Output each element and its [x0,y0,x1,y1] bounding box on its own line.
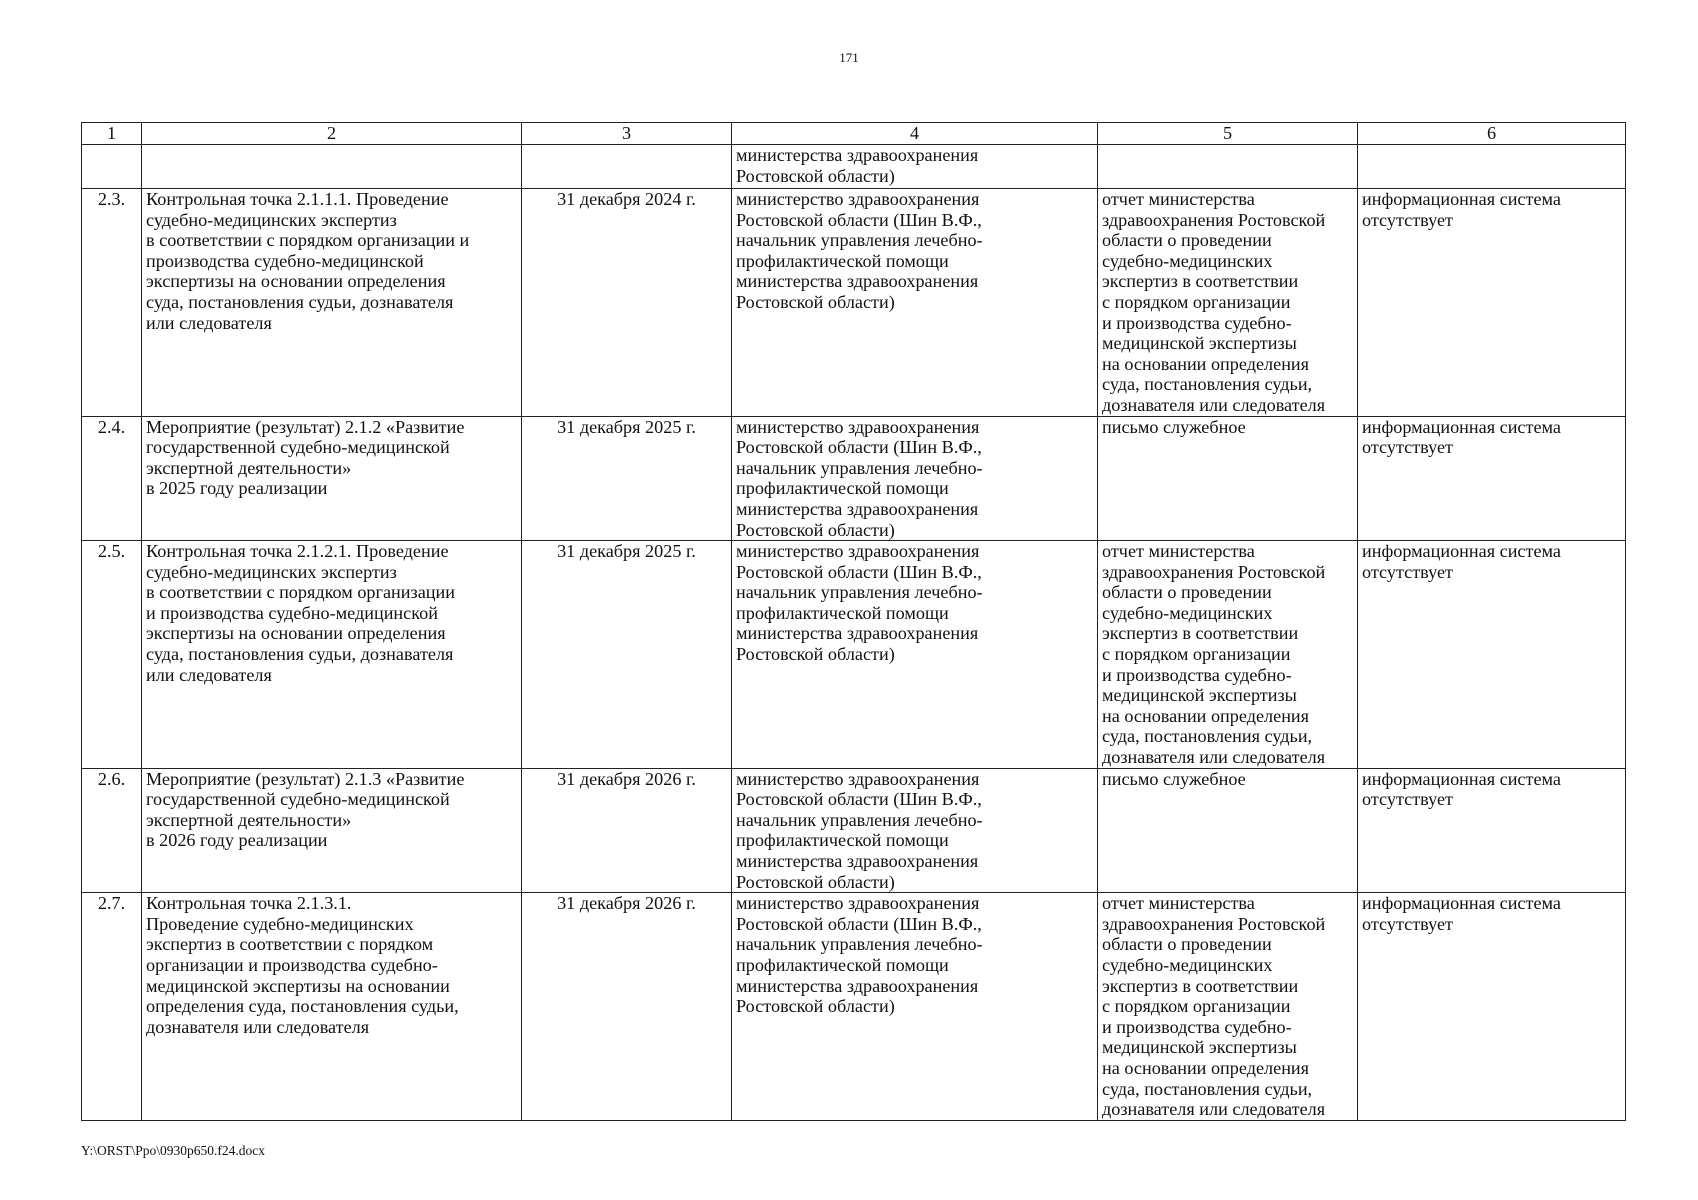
item-name-cell: Контрольная точка 2.1.3.1. Проведение судебно-медицинских экспертиз в соответствии с порядком организации и производства судебно- медицинской экспертизы на основании определения суда, постановления судьи, дознавателя или следователя [142,893,522,1121]
info-system-cell: информационная система отсутствует [1358,893,1626,1121]
document-cell [1098,145,1358,189]
item-number-cell [82,145,142,189]
deadline-cell: 31 декабря 2025 г. [522,541,732,769]
table-row [82,189,1626,417]
item-name-cell: Контрольная точка 2.1.1.1. Проведение судебно-медицинских экспертиз в соответствии с порядком организации и производства судебно-медицинской экспертизы на основании определения суда, постановления судьи, дознавателя или следователя [142,189,522,417]
item-number-cell: 2.5. [82,541,142,769]
column-header: 5 [1098,123,1358,145]
responsible-cell: министерство здравоохранения Ростовской области (Шин В.Ф., начальник управления лечебно- профилактической помощи министерства здравоохранения Ростовской области) [732,541,1098,769]
column-number-row [82,123,1626,145]
item-name-cell: Контрольная точка 2.1.2.1. Проведение судебно-медицинских экспертиз в соответствии с порядком организации и производства судебно-медицинской экспертизы на основании определения суда, постановления судьи, дознавателя или следователя [142,541,522,769]
deadline-cell: 31 декабря 2024 г. [522,189,732,417]
table-row [82,416,1626,541]
deadline-cell [522,145,732,189]
column-header: 4 [732,123,1098,145]
column-header: 1 [82,123,142,145]
responsible-cell: министерство здравоохранения Ростовской области (Шин В.Ф., начальник управления лечебно- профилактической помощи министерства здравоохранения Ростовской области) [732,768,1098,893]
info-system-cell: информационная система отсутствует [1358,189,1626,417]
document-cell: отчет министерства здравоохранения Ростовской области о проведении судебно-медицинских экспертиз в соответствии с порядком организации и производства судебно- медицинской экспертизы на основании определения суда, постановления судьи, дознавателя или следователя [1098,189,1358,417]
info-system-cell: информационная система отсутствует [1358,541,1626,769]
column-header: 6 [1358,123,1626,145]
item-number-cell: 2.3. [82,189,142,417]
control-points-table [81,122,1626,1121]
item-number-cell: 2.6. [82,768,142,893]
responsible-cell: министерство здравоохранения Ростовской области (Шин В.Ф., начальник управления лечебно- профилактической помощи министерства здравоохранения Ростовской области) [732,189,1098,417]
table-row [82,145,1626,189]
document-cell: отчет министерства здравоохранения Ростовской области о проведении судебно-медицинских экспертиз в соответствии с порядком организации и производства судебно- медицинской экспертизы на основании определения суда, постановления судьи, дознавателя или следователя [1098,541,1358,769]
column-header: 3 [522,123,732,145]
document-cell: отчет министерства здравоохранения Ростовской области о проведении судебно-медицинских экспертиз в соответствии с порядком организации и производства судебно- медицинской экспертизы на основании определения суда, постановления судьи, дознавателя или следователя [1098,893,1358,1121]
responsible-cell: министерства здравоохранения Ростовской области) [732,145,1098,189]
info-system-cell [1358,145,1626,189]
item-number-cell: 2.7. [82,893,142,1121]
document-cell: письмо служебное [1098,768,1358,893]
deadline-cell: 31 декабря 2025 г. [522,416,732,541]
document-cell: письмо служебное [1098,416,1358,541]
item-name-cell [142,145,522,189]
item-name-cell: Мероприятие (результат) 2.1.3 «Развитие государственной судебно-медицинской экспертной деятельности» в 2026 году реализации [142,768,522,893]
info-system-cell: информационная система отсутствует [1358,768,1626,893]
responsible-cell: министерство здравоохранения Ростовской области (Шин В.Ф., начальник управления лечебно- профилактической помощи министерства здравоохранения Ростовской области) [732,893,1098,1121]
footer-file-path: Y:\ORST\Ppo\0930p650.f24.docx [81,1143,266,1158]
table-row [82,893,1626,1121]
deadline-cell: 31 декабря 2026 г. [522,893,732,1121]
item-number-cell: 2.4. [82,416,142,541]
table-row [82,768,1626,893]
column-header: 2 [142,123,522,145]
table-row [82,541,1626,769]
responsible-cell: министерство здравоохранения Ростовской области (Шин В.Ф., начальник управления лечебно- профилактической помощи министерства здравоохранения Ростовской области) [732,416,1098,541]
info-system-cell: информационная система отсутствует [1358,416,1626,541]
deadline-cell: 31 декабря 2026 г. [522,768,732,893]
page-number: 171 [839,50,859,65]
item-name-cell: Мероприятие (результат) 2.1.2 «Развитие государственной судебно-медицинской экспертной деятельности» в 2025 году реализации [142,416,522,541]
